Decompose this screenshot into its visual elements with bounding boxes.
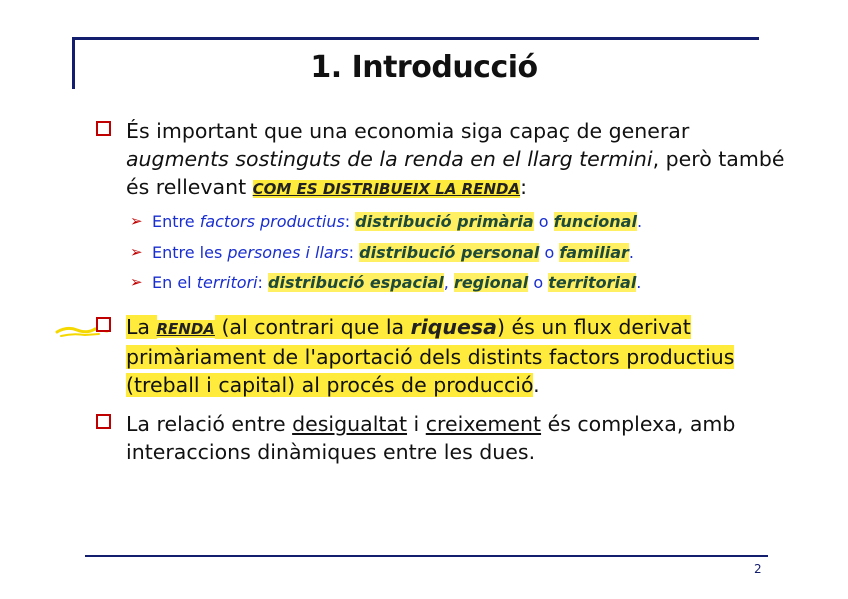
bullet-2-f: . — [533, 373, 540, 397]
slide-title: 1. Introducció — [310, 50, 538, 85]
bullet-2-renda: RENDA — [156, 320, 215, 338]
sub-3-c: : — [257, 273, 269, 292]
bullet-3-creixement: creixement — [425, 412, 542, 436]
bullet-2-riquesa: riquesa — [410, 315, 497, 339]
page-number: 2 — [754, 562, 762, 576]
bullet-2-e: ) és un flux derivat primàriament de l'aportació dels distints factors productius (treball i capital) al procés de producció — [126, 315, 735, 397]
sub-1-a: Entre — [152, 212, 200, 231]
sub-2-f: familiar — [559, 243, 629, 262]
bullet-3-desigualtat: desigualtat — [292, 412, 408, 436]
arrow-bullet-icon: ➢ — [130, 243, 143, 261]
arrow-bullet-icon: ➢ — [130, 273, 143, 291]
sub-3-f: regional — [453, 273, 529, 292]
bullet-3-a: La relació entre — [126, 412, 293, 436]
sub-3-g: o — [528, 273, 549, 292]
bullet-1-text-b: , però també és rellevant — [126, 147, 785, 199]
sub-bullet-3 — [130, 273, 770, 293]
sub-3-a: En el — [152, 273, 197, 292]
sub-2-d: distribució personal — [359, 243, 540, 262]
sub-1-d: distribució primària — [355, 212, 534, 231]
sub-bullet-2 — [130, 243, 770, 263]
sub-2-a: Entre les — [152, 243, 228, 262]
bullet-1 — [96, 117, 796, 203]
sub-3-i: . — [636, 273, 642, 292]
title-frame-top — [72, 37, 759, 40]
bullet-1-colon: : — [520, 175, 527, 199]
sub-1-g: . — [636, 212, 643, 231]
footer-divider — [85, 555, 768, 557]
arrow-bullet-icon: ➢ — [130, 212, 143, 230]
sub-3-b: territori — [196, 273, 258, 292]
bullet-1-italic: augments sostinguts de la renda en el llarg termini — [126, 147, 653, 171]
sub-3-e: , — [443, 273, 454, 292]
bullet-2 — [96, 313, 796, 399]
sub-1-e: o — [533, 212, 554, 231]
sub-2-c: : — [348, 243, 360, 262]
sub-2-g: . — [628, 243, 635, 262]
bullet-3-e: és complexa, amb interaccions dinàmiques entre les dues. — [126, 412, 736, 464]
bullet-1-highlight: COM ES DISTRIBUEIX LA RENDA — [252, 180, 521, 198]
checkbox-bullet-icon — [96, 121, 111, 136]
sub-3-d: distribució espacial — [268, 273, 444, 292]
bullet-3-c: i — [407, 412, 426, 436]
checkbox-bullet-icon — [96, 317, 111, 332]
bullet-2-c: (al contrari que la — [214, 315, 411, 339]
sub-1-f: funcional — [553, 212, 637, 231]
sub-3-h: territorial — [548, 273, 637, 292]
sub-2-b: persones i llars — [227, 243, 349, 262]
bullet-2-a: La — [126, 315, 157, 339]
sub-1-c: : — [344, 212, 356, 231]
bullet-3 — [96, 410, 796, 466]
bullet-1-text-a: És important que una economia siga capaç de generar — [126, 119, 690, 143]
checkbox-bullet-icon — [96, 414, 111, 429]
sub-bullet-1 — [130, 212, 770, 232]
sub-2-e: o — [539, 243, 560, 262]
sub-1-b: factors productius — [199, 212, 345, 231]
